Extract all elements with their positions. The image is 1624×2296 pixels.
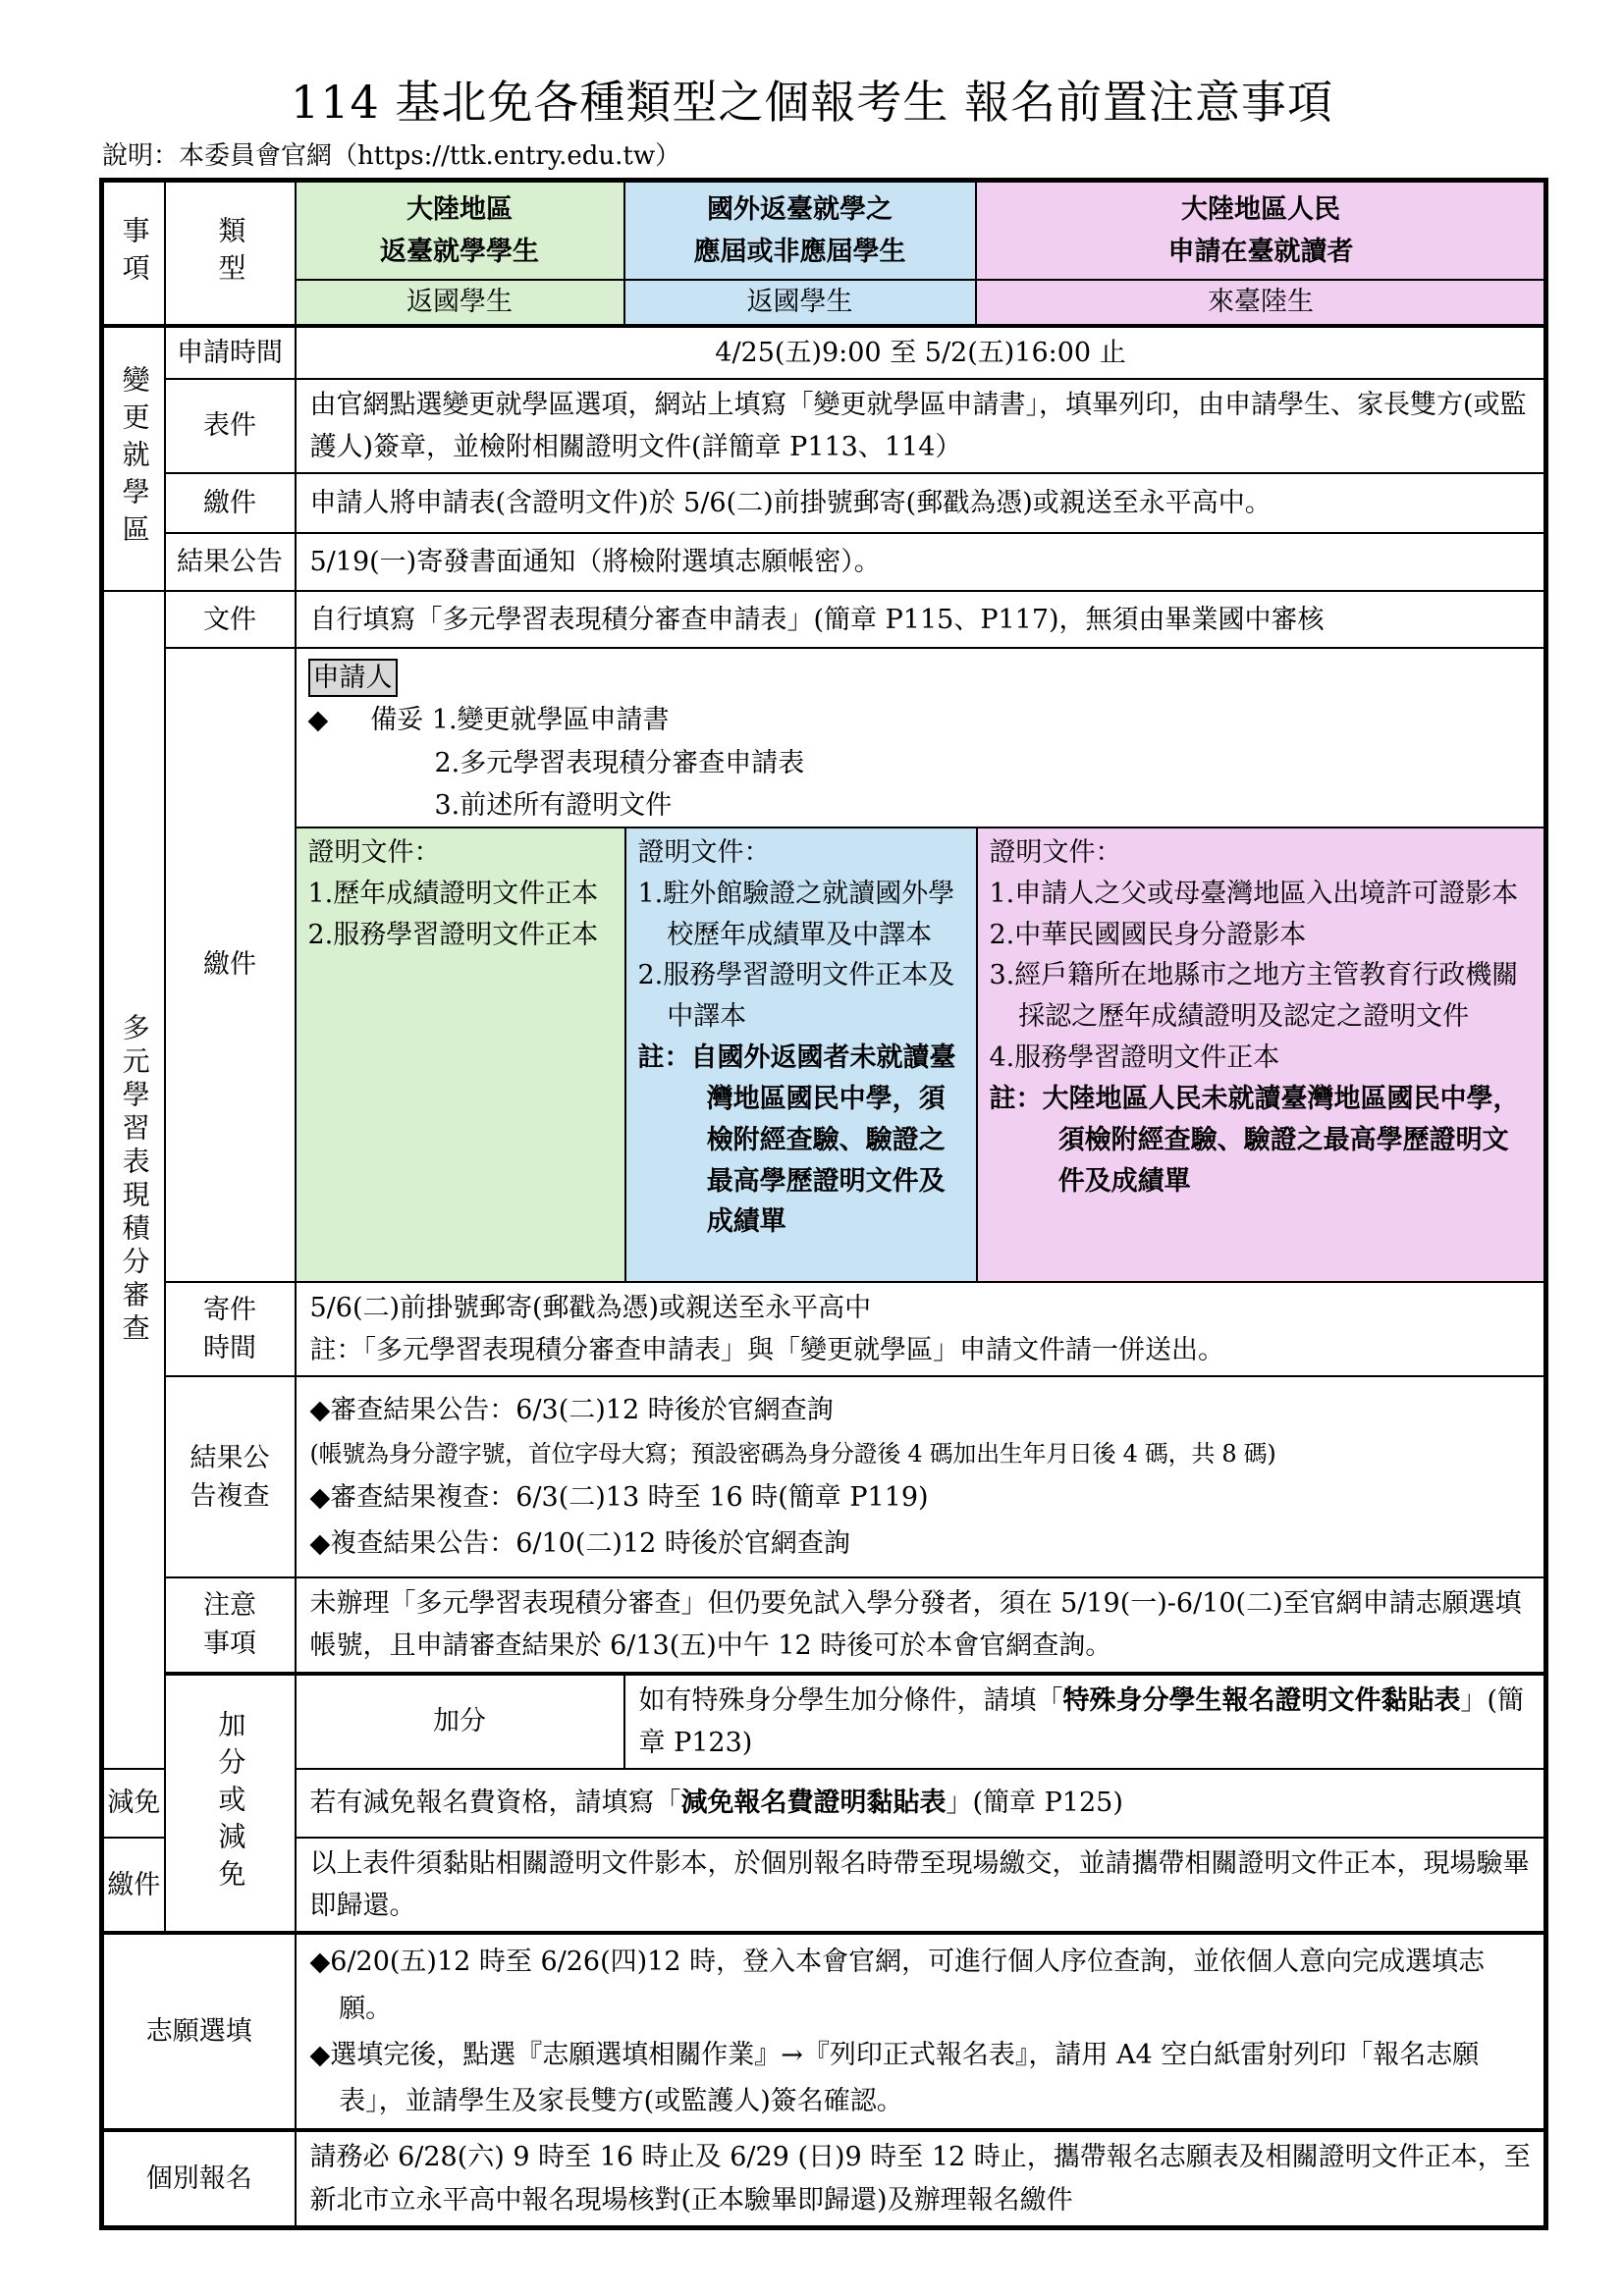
waiver-suffix: 」(簡章 P125) xyxy=(946,1788,1123,1819)
bonus-detail xyxy=(624,1674,1546,1769)
prepare-item: 3.前述所有證明文件 xyxy=(434,789,673,821)
proof-heading: 證明文件： xyxy=(989,836,1122,868)
group-title-line2: 返臺就學學生 xyxy=(380,237,539,268)
group-subtype: 返國學生 xyxy=(624,280,976,325)
header-type-label: 類型 xyxy=(214,215,247,291)
proof-heading: 證明文件： xyxy=(307,836,441,868)
proof-column-overseas-returning xyxy=(625,828,977,1281)
prepare-line xyxy=(308,699,1534,741)
registration-detail: 請務必 6/28(六) 9 時至 16 時止及 6/29 (日)9 時至 12 時止，攜帶報名志願表及相關證明文件正本，至新北市立永平高中報名現場核對(正本驗畢即歸還)及辦理報名繳件 xyxy=(296,2130,1546,2227)
website-note: 說明：本委員會官網（https://ttk.entry.edu.tw） xyxy=(102,141,681,171)
proof-item: 2.中華民國國民身分證影本 xyxy=(989,919,1307,950)
group-title-line2: 應屆或非應屆學生 xyxy=(693,237,906,268)
row-label xyxy=(165,1577,296,1673)
table-row xyxy=(102,326,1546,379)
table-row xyxy=(102,2130,1546,2227)
result-review-detail xyxy=(296,1376,1546,1577)
note-label: 註： xyxy=(637,1042,691,1074)
table-header-row xyxy=(102,181,1546,281)
row-label: 減免 xyxy=(102,1769,165,1838)
row-label-text: 結果公告複查 xyxy=(189,1442,270,1512)
table-subheader-row xyxy=(102,280,1546,325)
row-label: 結果公告 xyxy=(165,533,296,591)
note-text: 大陸地區人民未就讀臺灣地區國民中學，須檢附經查驗、驗證之最高學歷證明文件及成績單 xyxy=(1042,1083,1520,1197)
group-title-line1: 大陸地區人民 xyxy=(1181,194,1340,225)
applicant-tag: 申請人 xyxy=(308,659,398,697)
section-label-text: 變更就學區 xyxy=(118,365,151,553)
notice-detail: 未辦理「多元學習表現積分審查」但仍要免試入學分發者，須在 5/19(一)-6/10(二)至官網申請志願選填帳號，且申請審查結果於 6/13(五)中午 12 時後可於本會官網查詢。 xyxy=(296,1577,1546,1673)
documents-description: 自行填寫「多元學習表現積分審查申請表」(簡章 P115、P117)，無須由畢業國中審核 xyxy=(296,591,1546,648)
proof-item: 1.申請人之父或母臺灣地區入出境許可證影本 xyxy=(989,878,1519,909)
note-label: 註： xyxy=(989,1083,1043,1114)
preference-detail xyxy=(296,1933,1546,2130)
header-item xyxy=(102,181,165,326)
group-subtype: 返國學生 xyxy=(296,280,624,325)
proof-column-mainland-people xyxy=(977,828,1545,1281)
proof-note xyxy=(638,1038,964,1243)
table-row xyxy=(102,1933,1546,2130)
table-row xyxy=(102,591,1546,648)
bonus-waiver-submit-detail: 以上表件須黏貼相關證明文件影本，於個別報名時帶至現場繳交，並請攜帶相關證明文件正本，現場驗畢即歸還。 xyxy=(296,1838,1546,1933)
row-label: 繳件 xyxy=(102,1838,165,1933)
review-item: (帳號為身分證字號，首位字母大寫；預設密碼為身分證後 4 碼加出生年月日後 4 碼，共 8 碼) xyxy=(309,1440,1276,1468)
group-title-line2: 申請在臺就讀者 xyxy=(1167,237,1354,268)
group-subtype: 來臺陸生 xyxy=(976,280,1546,325)
row-label-text: 寄件時間 xyxy=(202,1294,256,1364)
row-label: 繳件 xyxy=(165,473,296,533)
header-type xyxy=(165,181,296,326)
apply-time-value: 4/25(五)9:00 至 5/2(五)16:00 止 xyxy=(296,326,1546,379)
proof-item: 3.經戶籍所在地縣市之地方主管教育行政機關採認之歷年成績證明及認定之證明文件 xyxy=(989,960,1519,1033)
preference-item: ◆6/20(五)12 時至 6/26(四)12 時，登入本會官網，可進行個人序位查詢，並依個人意向完成選填志願。 xyxy=(309,1947,1486,2024)
proof-item: 1.歷年成績證明文件正本 xyxy=(307,878,599,909)
section-label-text: 多元學習表現積分審查 xyxy=(118,1013,151,1348)
document-title: 114 基北免各種類型之個報考生 報名前置注意事項 xyxy=(290,76,1334,129)
waiver-prefix: 若有減免報名費資格，請填寫「 xyxy=(309,1788,681,1819)
proof-item: 4.服務學習證明文件正本 xyxy=(989,1042,1280,1074)
proof-documents-table xyxy=(297,827,1545,1281)
preference-item: ◆選填完後，點選『志願選填相關作業』→『列印正式報名表』，請用 A4 空白紙雷射列印「報名志願表」，並請學生及家長雙方(或監護人)簽名確認。 xyxy=(309,2039,1480,2117)
registration-info-table xyxy=(99,178,1548,2230)
table-row xyxy=(102,533,1546,591)
diamond-bullet-icon: ◆ xyxy=(307,705,329,736)
proof-item: 2.服務學習證明文件正本及中譯本 xyxy=(637,960,955,1033)
table-row xyxy=(102,1376,1546,1577)
row-label: 文件 xyxy=(165,591,296,648)
row-label xyxy=(165,1376,296,1577)
row-label: 加分 xyxy=(296,1674,624,1769)
mail-time-note: 註：「多元學習表現積分審查申請表」與「變更就學區」申請文件請一併送出。 xyxy=(309,1335,1224,1366)
proof-item: 2.服務學習證明文件正本 xyxy=(307,919,599,950)
prepare-item: 2.多元學習表現積分審查申請表 xyxy=(434,747,805,778)
section-label-change-district xyxy=(102,326,165,592)
bonus-suffix: 」(簡章 P123) xyxy=(638,1684,1525,1758)
bonus-form-name: 特殊身分學生報名證明文件黏貼表 xyxy=(1062,1684,1461,1716)
group-title-line1: 國外返臺就學之 xyxy=(707,194,893,225)
prepare-item: 1.變更就學區申請書 xyxy=(431,705,670,736)
proof-note xyxy=(990,1079,1534,1202)
waiver-detail xyxy=(296,1769,1546,1838)
bonus-prefix: 如有特殊身分學生加分條件，請填「 xyxy=(638,1684,1063,1716)
form-description: 由官網點選變更就學區選項，網站上填寫「變更就學區申請書」，填畢列印，由申請學生、家長雙方(或監護人)簽章，並檢附相關證明文件(詳簡章 P113、114） xyxy=(296,379,1546,473)
row-label: 申請時間 xyxy=(165,326,296,379)
table-row xyxy=(102,473,1546,533)
review-item: ◆審查結果複查：6/3(二)13 時至 16 時(簡章 P119) xyxy=(309,1482,929,1514)
section-label-registration: 個別報名 xyxy=(102,2130,296,2227)
table-row xyxy=(102,1674,1546,1769)
table-row xyxy=(102,1577,1546,1673)
section-label-text: 加分或減免 xyxy=(214,1710,247,1896)
proof-item: 1.駐外館驗證之就讀國外學校歷年成績單及中譯本 xyxy=(637,878,955,950)
result-description: 5/19(一)寄發書面通知（將檢附選填志願帳密）。 xyxy=(296,533,1546,591)
group-mainland-people-header xyxy=(976,181,1546,281)
section-label-bonus-waiver xyxy=(165,1674,296,1934)
submit-description: 申請人將申請表(含證明文件)於 5/6(二)前掛號郵寄(郵戳為憑)或親送至永平高中。 xyxy=(296,473,1546,533)
table-row xyxy=(102,648,1546,1282)
section-label-diverse-learning xyxy=(102,591,165,1769)
group-title-line1: 大陸地區 xyxy=(406,194,513,225)
group-overseas-returning-header xyxy=(624,181,976,281)
table-row xyxy=(102,1838,1546,1933)
review-item: ◆審查結果公告：6/3(二)12 時後於官網查詢 xyxy=(309,1394,834,1425)
waiver-form-name: 減免報名費證明黏貼表 xyxy=(680,1788,947,1819)
review-item: ◆複查結果公告：6/10(二)12 時後於官網查詢 xyxy=(309,1528,850,1560)
header-item-label: 事項 xyxy=(118,215,151,291)
table-row xyxy=(102,379,1546,473)
prepare-label: 備妥 xyxy=(370,705,424,736)
row-label-text: 注意事項 xyxy=(202,1590,256,1660)
section-label-preference: 志願選填 xyxy=(102,1933,296,2130)
table-row xyxy=(102,1769,1546,1838)
proof-heading: 證明文件： xyxy=(637,836,771,868)
row-label xyxy=(165,1282,296,1376)
row-label: 繳件 xyxy=(165,648,296,1282)
group-mainland-returning-header xyxy=(296,181,624,281)
mail-time-detail xyxy=(296,1282,1546,1376)
mail-time-line: 5/6(二)前掛號郵寄(郵戳為憑)或親送至永平高中 xyxy=(309,1292,872,1323)
table-row xyxy=(102,1282,1546,1376)
row-label: 表件 xyxy=(165,379,296,473)
note-text: 自國外返國者未就讀臺灣地區國民中學，須檢附經查驗、驗證之最高學歷證明文件及成績單 xyxy=(690,1042,956,1238)
proof-column-mainland-returning xyxy=(297,828,625,1281)
submit-detail-cell xyxy=(296,648,1546,1282)
